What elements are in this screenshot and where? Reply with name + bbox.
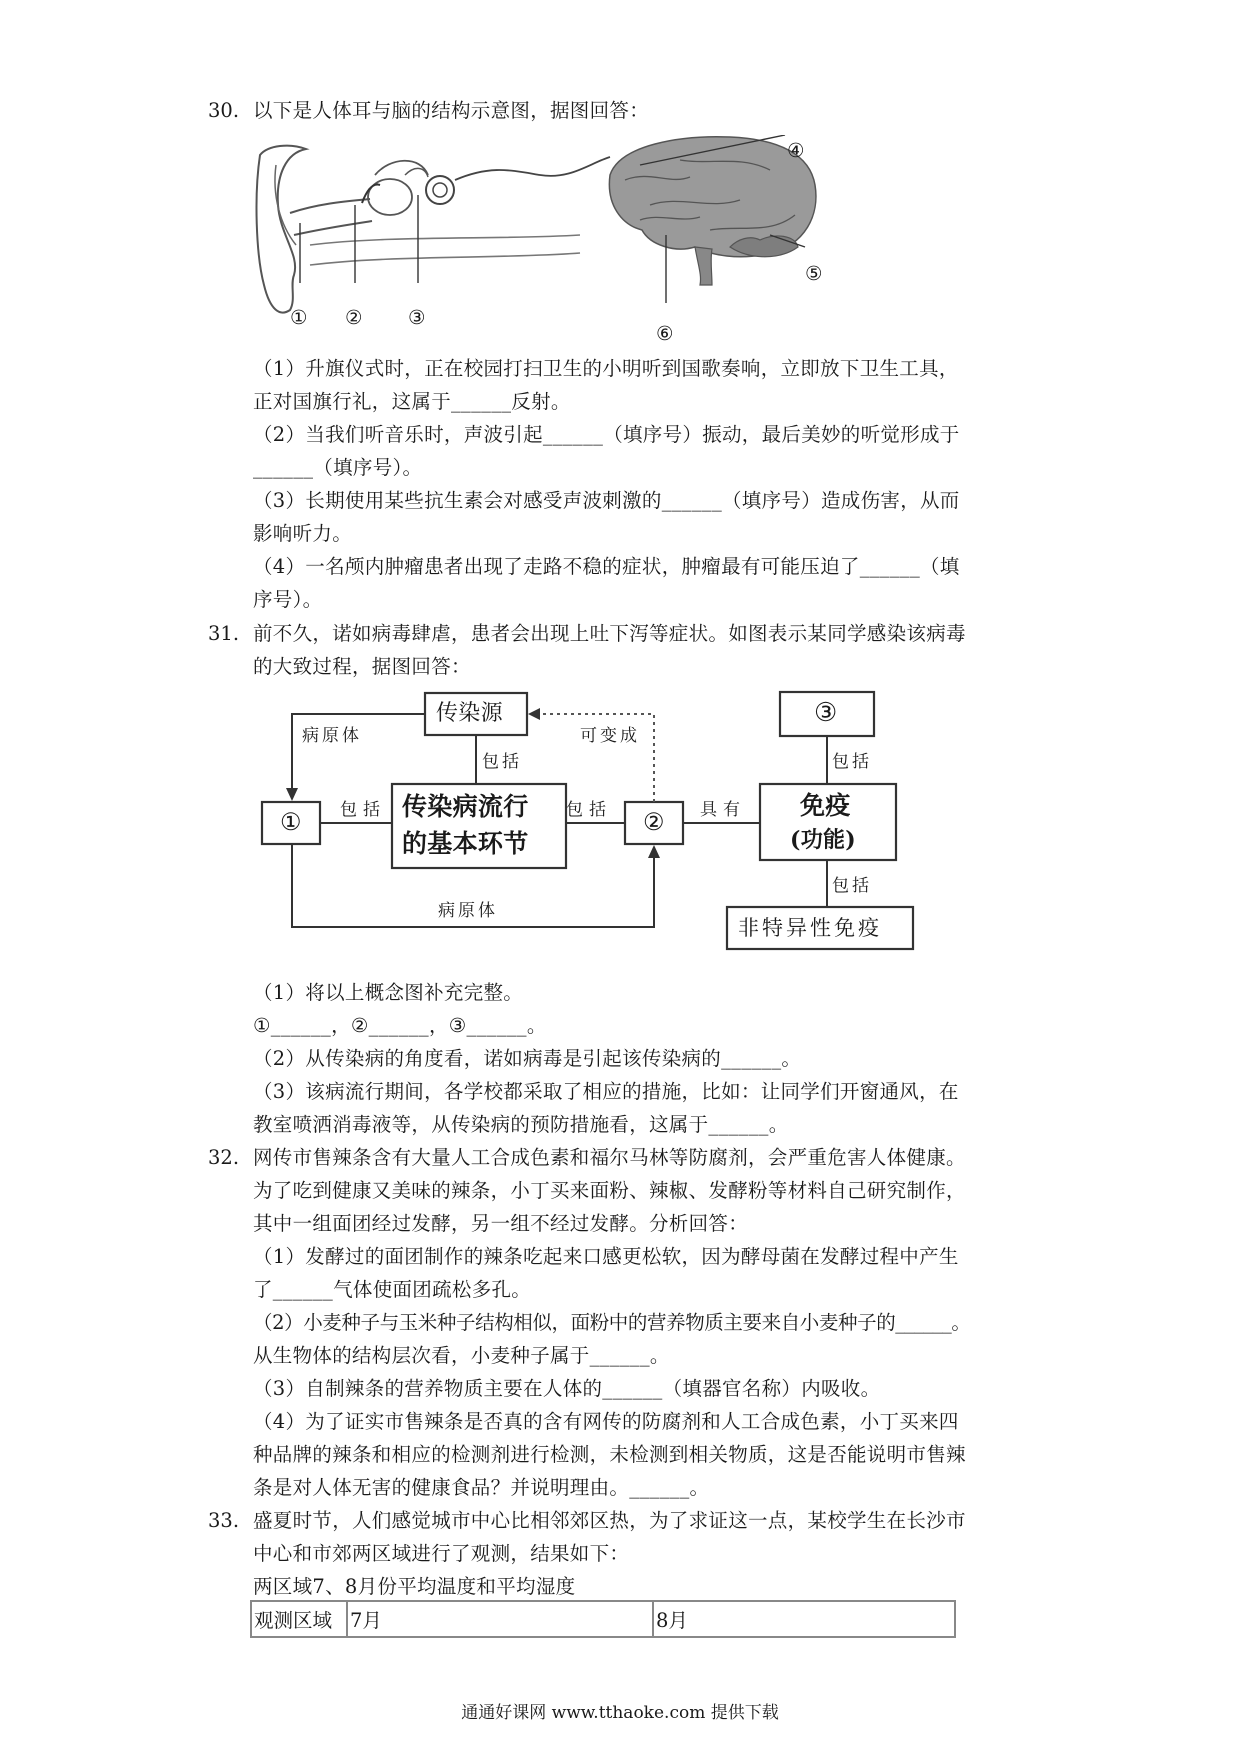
table-header-cell: 8月 bbox=[653, 1601, 955, 1637]
observation-table bbox=[250, 1600, 956, 1638]
q32-line-9: （4）为了证实市售辣条是否真的含有网传的防腐剂和人工合成色素，小丁买来四 bbox=[253, 1410, 959, 1433]
q31-line-3: （2）从传染病的角度看，诺如病毒是引起该传染病的______。 bbox=[253, 1047, 802, 1070]
q32-line-1: 网传市售辣条含有大量人工合成色素和福尔马林等防腐剂，会严重危害人体健康。 bbox=[253, 1146, 966, 1169]
q32-line-6: （2）小麦种子与玉米种子结构相似，面粉中的营养物质主要来自小麦种子的______。 bbox=[253, 1311, 971, 1334]
table-header-cell: 7月 bbox=[347, 1601, 653, 1637]
page-footer: 通通好课网 www.tthaoke.com 提供下载 bbox=[461, 1703, 779, 1723]
question-number: 31. bbox=[208, 622, 240, 645]
q32-line-2: 为了吃到健康又美味的辣条，小丁买来面粉、辣椒、发酵粉等材料自己研究制作， bbox=[253, 1179, 966, 1202]
question-stem: 前不久，诺如病毒肆虐，患者会出现上吐下泻等症状。如图表示某同学感染该病毒 bbox=[253, 622, 966, 645]
q33-line-2: 中心和市郊两区域进行了观测，结果如下： bbox=[253, 1542, 630, 1565]
immunity-label-2: (功能) bbox=[790, 827, 857, 853]
q30-line-5: （3）长期使用某些抗生素会对感受声波刺激的______（填序号）造成伤害，从而 bbox=[253, 489, 960, 512]
q30-line-4: ______（填序号）。 bbox=[253, 456, 423, 479]
table-title: 两区域7、8月份平均温度和平均湿度 bbox=[253, 1575, 576, 1598]
question-stem: 以下是人体耳与脑的结构示意图，据图回答： bbox=[253, 99, 650, 122]
box-3-label: ③ bbox=[814, 698, 838, 728]
pathogen-top-label: 病原体 bbox=[302, 726, 362, 746]
center-label-2: 的基本环节 bbox=[402, 829, 529, 858]
has-label: 具有 bbox=[700, 800, 746, 820]
q31-line-2: ①______，②______，③______。 bbox=[253, 1014, 547, 1037]
figure-label-5: ⑤ bbox=[805, 262, 823, 285]
question-stem: 的大致过程，据图回答： bbox=[253, 655, 471, 678]
can-become-label: 可变成 bbox=[580, 726, 640, 746]
include-right-label: 包括 bbox=[566, 800, 612, 820]
q30-line-6: 影响听力。 bbox=[253, 522, 353, 545]
question-number: 32. bbox=[208, 1146, 240, 1169]
q31-line-1: （1）将以上概念图补充完整。 bbox=[253, 981, 524, 1004]
include-lower-right-label: 包括 bbox=[832, 876, 872, 896]
figure-label-3: ③ bbox=[408, 306, 426, 329]
q32-line-10: 种品牌的辣条和相应的检测剂进行检测，未检测到相关物质，这是否能说明市售辣 bbox=[253, 1443, 966, 1466]
q30-line-8: 序号）。 bbox=[253, 588, 323, 611]
source-label: 传染源 bbox=[436, 701, 503, 726]
pathogen-bottom-label: 病原体 bbox=[438, 901, 498, 921]
q32-line-3: 其中一组面团经过发酵，另一组不经过发酵。分析回答： bbox=[253, 1212, 749, 1235]
immunity-label-1: 免疫 bbox=[800, 791, 851, 820]
q32-line-5: 了______气体使面团疏松多孔。 bbox=[253, 1278, 532, 1301]
q32-line-4: （1）发酵过的面团制作的辣条吃起来口感更松软，因为酵母菌在发酵过程中产生 bbox=[253, 1245, 959, 1268]
box-1-label: ① bbox=[280, 808, 302, 836]
figure-label-2: ② bbox=[345, 306, 363, 329]
question-number: 30. bbox=[208, 99, 240, 122]
q30-line-7: （4）一名颅内肿瘤患者出现了走路不稳的症状，肿瘤最有可能压迫了______（填 bbox=[253, 555, 960, 578]
box-2-label: ② bbox=[643, 808, 665, 836]
q33-line-1: 盛夏时节，人们感觉城市中心比相邻郊区热，为了求证这一点，某校学生在长沙市 bbox=[253, 1509, 966, 1532]
table-header-cell: 观测区域 bbox=[251, 1601, 347, 1637]
include-top-label: 包括 bbox=[482, 752, 522, 772]
figure-label-4: ④ bbox=[787, 139, 805, 162]
q32-line-8: （3）自制辣条的营养物质主要在人体的______（填器官名称）内吸收。 bbox=[253, 1377, 881, 1400]
q31-line-5: 教室喷洒消毒液等，从传染病的预防措施看，这属于______。 bbox=[253, 1113, 789, 1136]
figure-label-6: ⑥ bbox=[656, 322, 674, 345]
include-left-label: 包括 bbox=[340, 800, 386, 820]
table-header-row bbox=[251, 1601, 955, 1637]
q30-line-1: （1）升旗仪式时，正在校园打扫卫生的小明听到国歌奏响，立即放下卫生工具， bbox=[253, 357, 959, 380]
nonspecific-label: 非特异性免疫 bbox=[738, 916, 882, 940]
figure-label-1: ① bbox=[290, 306, 308, 329]
q30-line-2: 正对国旗行礼，这属于______反射。 bbox=[253, 390, 571, 413]
q31-line-4: （3）该病流行期间，各学校都采取了相应的措施，比如：让同学们开窗通风，在 bbox=[253, 1080, 959, 1103]
include-upper-right-label: 包括 bbox=[832, 752, 872, 772]
question-number: 33. bbox=[208, 1509, 240, 1532]
q32-line-11: 条是对人体无害的健康食品？并说明理由。______。 bbox=[253, 1476, 710, 1499]
q30-line-3: （2）当我们听音乐时，声波引起______（填序号）振动，最后美妙的听觉形成于 bbox=[253, 423, 960, 446]
center-label-1: 传染病流行 bbox=[402, 792, 529, 821]
q32-line-7: 从生物体的结构层次看，小麦种子属于______。 bbox=[253, 1344, 670, 1367]
